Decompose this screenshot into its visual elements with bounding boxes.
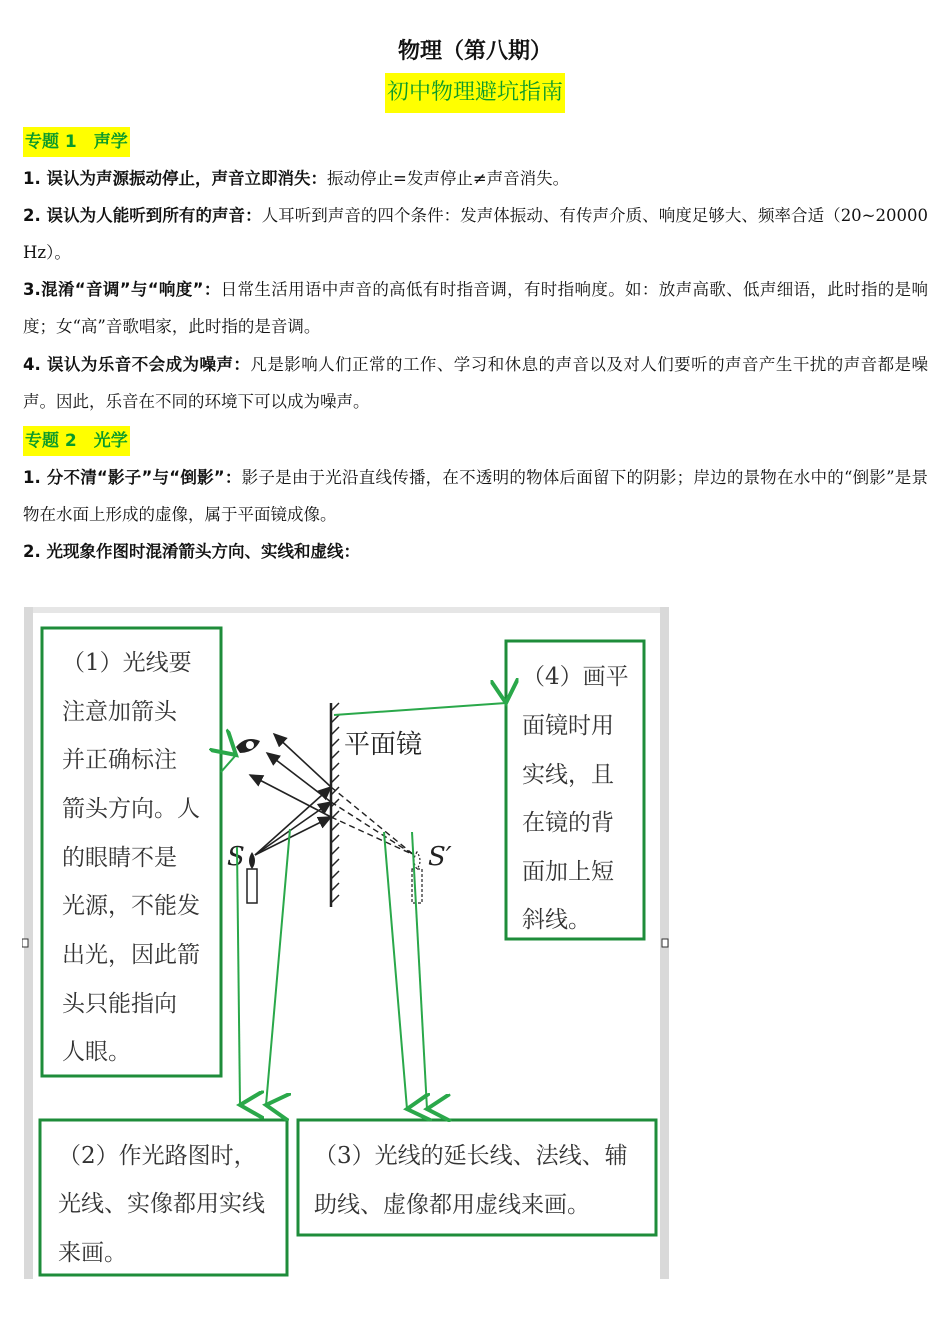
item-1-2 — [23, 197, 928, 271]
item-body: 人耳听到声音的四个条件：发声体振动、有传声介质、响度足够大、频率合适（20~20000 Hz）。 — [23, 206, 928, 262]
item-1-1 — [23, 160, 928, 197]
item-body: 日常生活用语中声音的高低有时指音调，有时指响度。如：放声高歌、低声细语，此时指的是响度；女“高”音歌唱家，此时指的是音调。 — [23, 280, 928, 336]
plane-mirror-diagram — [22, 607, 670, 1279]
image-label: S′ — [428, 842, 452, 872]
box1-line: 注意加箭头 — [62, 699, 177, 725]
page-title: 物理（第八期） — [397, 39, 552, 64]
box4-line: 面加上短 — [522, 859, 614, 885]
item-body: 影子是由于光沿直线传播，在不透明的物体后面留下的阴影；岸边的景物在水中的“倒影”是景物在水面上形成的虚像，属于平面镜成像。 — [23, 468, 929, 524]
item-lead: 1. 分不清“影子”与“倒影”： — [23, 468, 242, 487]
item-1-3 — [23, 271, 928, 345]
box1-line: 出光，因此箭 — [62, 942, 200, 968]
box1-line: （1）光线要 — [62, 650, 192, 676]
item-lead: 2. 光现象作图时混淆箭头方向、实线和虚线： — [23, 542, 360, 561]
box1-line: 箭头方向。人 — [62, 796, 200, 822]
section-heading-acoustics: 专题 1 声学 — [23, 127, 130, 157]
item-lead: 1. 误认为声源振动停止，声音立即消失： — [23, 169, 327, 188]
box3-line: （3）光线的延长线、法线、辅 — [314, 1143, 628, 1169]
item-2-2 — [23, 533, 928, 570]
section-heading-optics: 专题 2 光学 — [23, 426, 130, 456]
box4-line: 实线，且 — [522, 762, 614, 788]
box4-line: 面镜时用 — [522, 713, 614, 739]
mirror-label: 平面镜 — [344, 730, 423, 760]
item-lead: 4. 误认为乐音不会成为噪声： — [23, 355, 251, 374]
box2-line: （2）作光路图时， — [58, 1143, 257, 1169]
box4-line: 在镜的背 — [522, 810, 614, 836]
box3-line: 助线、虚像都用虚线来画。 — [314, 1192, 590, 1218]
box1-line: 的眼睛不是 — [62, 845, 177, 871]
box1-line: 并正确标注 — [62, 747, 177, 773]
box1-line: 光源，不能发 — [62, 893, 200, 919]
box4-line: 斜线。 — [522, 907, 591, 933]
diagram-svg — [22, 607, 670, 1279]
box1-line: 人眼。 — [62, 1039, 131, 1065]
page-subtitle: 初中物理避坑指南 — [385, 73, 565, 113]
item-lead: 3.混淆“音调”与“响度”： — [23, 280, 221, 299]
item-body: 凡是影响人们正常的工作、学习和休息的声音以及对人们要听的声音产生干扰的声音都是噪声。因此，乐音在不同的环境下可以成为噪声。 — [23, 355, 929, 411]
box1-line: 头只能指向 — [62, 991, 177, 1017]
item-2-1 — [23, 459, 928, 533]
box2-line: 光线、实像都用实线 — [58, 1191, 265, 1217]
item-body: 振动停止=发声停止≠声音消失。 — [327, 169, 570, 188]
item-lead: 2. 误认为人能听到所有的声音： — [23, 206, 262, 225]
box4-line: （4）画平 — [522, 664, 629, 690]
box2-line: 来画。 — [58, 1240, 127, 1266]
source-label: S — [227, 842, 245, 872]
item-1-4 — [23, 346, 928, 420]
